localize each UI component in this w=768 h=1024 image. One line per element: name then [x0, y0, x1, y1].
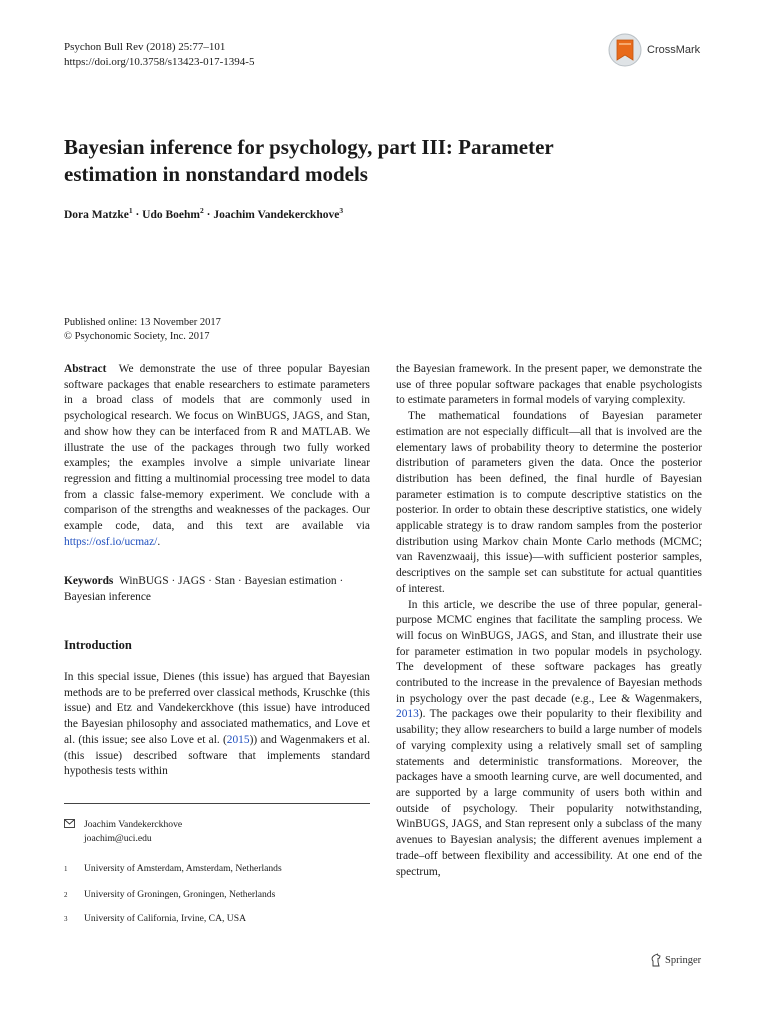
citation-link[interactable]: 2015 — [226, 733, 250, 746]
publisher-name: Springer — [665, 954, 702, 966]
author-affiliation-mark: 3 — [339, 206, 344, 215]
crossmark-label: CrossMark — [647, 44, 701, 56]
citation-link[interactable]: 2013 — [396, 708, 419, 721]
author-separator: · — [132, 208, 143, 221]
body-text: ). The packages owe their popularity to their flexibility and usability; they allow researchers to build a large number of models of varying complexity using a relatively small set of sampling statements and deterministic transformations. Moreover, the packages have a smooth learning curve, are well documented, and are supported by a large community of users both within and outside of psychology. Their popularity notwithstanding, WinBUGS, JAGS, and Stan represent only a subclass of the many avenues to Bayesian analysis; the different avenues implement a trade–off between flexibility and accessibility. At one end of the spectrum, — [396, 708, 702, 878]
affiliation-item — [64, 912, 247, 930]
body-paragraph — [396, 598, 702, 881]
affiliation-number: 2 — [64, 891, 68, 899]
author-list — [64, 206, 343, 221]
abstract-text: We demonstrate the use of three popular Bayesian software packages that enable researchers to estimate parameters in a broad class of models that are commonly used in psychological research. We focus on WinBUGS, JAGS, and Stan, and show how they can be interfaced from R and MATLAB. We illustrate the use of the packages through two fully worked examples; the examples involve a simple univariate linear regression and fitting a multinomial processing tree model to data from a classic false-memory experiment. We conclude with a comparison of the strengths and weaknesses of the packages. Our example code, data, and this text are available via — [64, 363, 370, 533]
author-name[interactable]: Joachim Vandekerckhove — [213, 208, 340, 221]
body-paragraph: the Bayesian framework. In the present paper, we demonstrate the use of three popular software packages that enable psychologists to estimate parameters in formal models of varying complexity. — [396, 363, 702, 407]
crossmark-badge[interactable] — [607, 32, 700, 68]
doi-link[interactable]: https://doi.org/10.3758/s13423-017-1394-5 — [64, 56, 255, 68]
author-separator: · — [203, 208, 214, 221]
author-affiliation-mark: 1 — [128, 206, 133, 215]
abstract-end: . — [157, 535, 161, 548]
corresponding-author — [64, 818, 182, 846]
published-date: Published online: 13 November 2017 — [64, 317, 221, 328]
contact-email[interactable]: joachim@uci.edu — [84, 833, 152, 844]
keywords-block — [64, 574, 370, 605]
affiliation-text: University of Groningen, Groningen, Netherlands — [84, 889, 276, 900]
footnote-divider — [64, 803, 370, 804]
abstract-label: Abstract — [64, 363, 107, 375]
affiliation-item — [64, 888, 276, 906]
body-text: In this article, we describe the use of three popular, general-purpose MCMC engines that facilitate the sampling process. We will focus on WinBUGS, JAGS, and Stan, and illustrate their use for parameter estimation in two popular models in psychology. The development of these software packages has greatly contributed to the increase in the prevalence of Bayesian methods in psychology over the past decade (e.g., Lee & Wagenmakers, — [396, 598, 702, 705]
springer-horse-icon — [650, 953, 662, 967]
affiliation-number: 3 — [64, 915, 68, 923]
publication-info — [64, 316, 221, 344]
author-name[interactable]: Udo Boehm — [142, 208, 200, 221]
intro-text-part1: In this special issue, Dienes (this issue) has argued that Bayesian methods are to be preferred over classical methods, Kruschke (this issue) and Etz and Vandekerckhove (this issue) have introduced the Bayesian philosophy and associated mathematics, and Love et al. (this issue; see also Love et al. ( — [64, 671, 370, 746]
affiliation-item — [64, 862, 282, 880]
affiliation-text: University of Amsterdam, Amsterdam, Netherlands — [84, 863, 282, 874]
introduction-paragraph — [64, 670, 370, 780]
affiliation-text: University of California, Irvine, CA, USA — [84, 913, 247, 924]
abstract-block — [64, 362, 370, 550]
paper-title: Bayesian inference for psychology, part III: Parameter estimation in nonstandard models — [64, 135, 554, 186]
author-name[interactable]: Dora Matzke — [64, 208, 129, 221]
intro-text-part2: )) and Wagenmakers et al. (this issue) described software that implements standard hypothesis tests within — [64, 733, 370, 778]
crossmark-icon — [607, 32, 643, 68]
affiliation-number: 1 — [64, 865, 68, 873]
keywords-label: Keywords — [64, 575, 114, 587]
publisher-logo — [650, 953, 701, 967]
section-heading-introduction: Introduction — [64, 638, 132, 652]
keywords-text: WinBUGS · JAGS · Stan · Bayesian estimation · Bayesian inference — [64, 575, 344, 603]
contact-name: Joachim Vandekerckhove — [84, 819, 183, 830]
envelope-icon — [64, 819, 75, 833]
copyright-line: © Psychonomic Society, Inc. 2017 — [64, 331, 210, 342]
author-affiliation-mark: 2 — [200, 206, 204, 215]
body-paragraph: The mathematical foundations of Bayesian parameter estimation are not especially difficult—all that is involved are the elementary laws of probability theory to determine the posterior distribution of parameters given the data. Once the posterior distribution has been defined, the final hurdle of Bayesian parameter estimation is to compute descriptive statistics on the posterior. In order to obtain these descriptive statistics, one widely applicable strategy is to draw random samples from the posterior distribution using Markov chain Monte Carlo methods (MCMC; van Ravenzwaaij, this issue)—with sufficient posterior samples, descriptives on the sample set can substitute for actual quantities of interest. — [396, 410, 702, 595]
journal-citation: Psychon Bull Rev (2018) 25:77–101 — [64, 41, 226, 53]
right-column-body — [396, 362, 702, 880]
osf-link[interactable]: https://osf.io/ucmaz/ — [64, 535, 158, 548]
